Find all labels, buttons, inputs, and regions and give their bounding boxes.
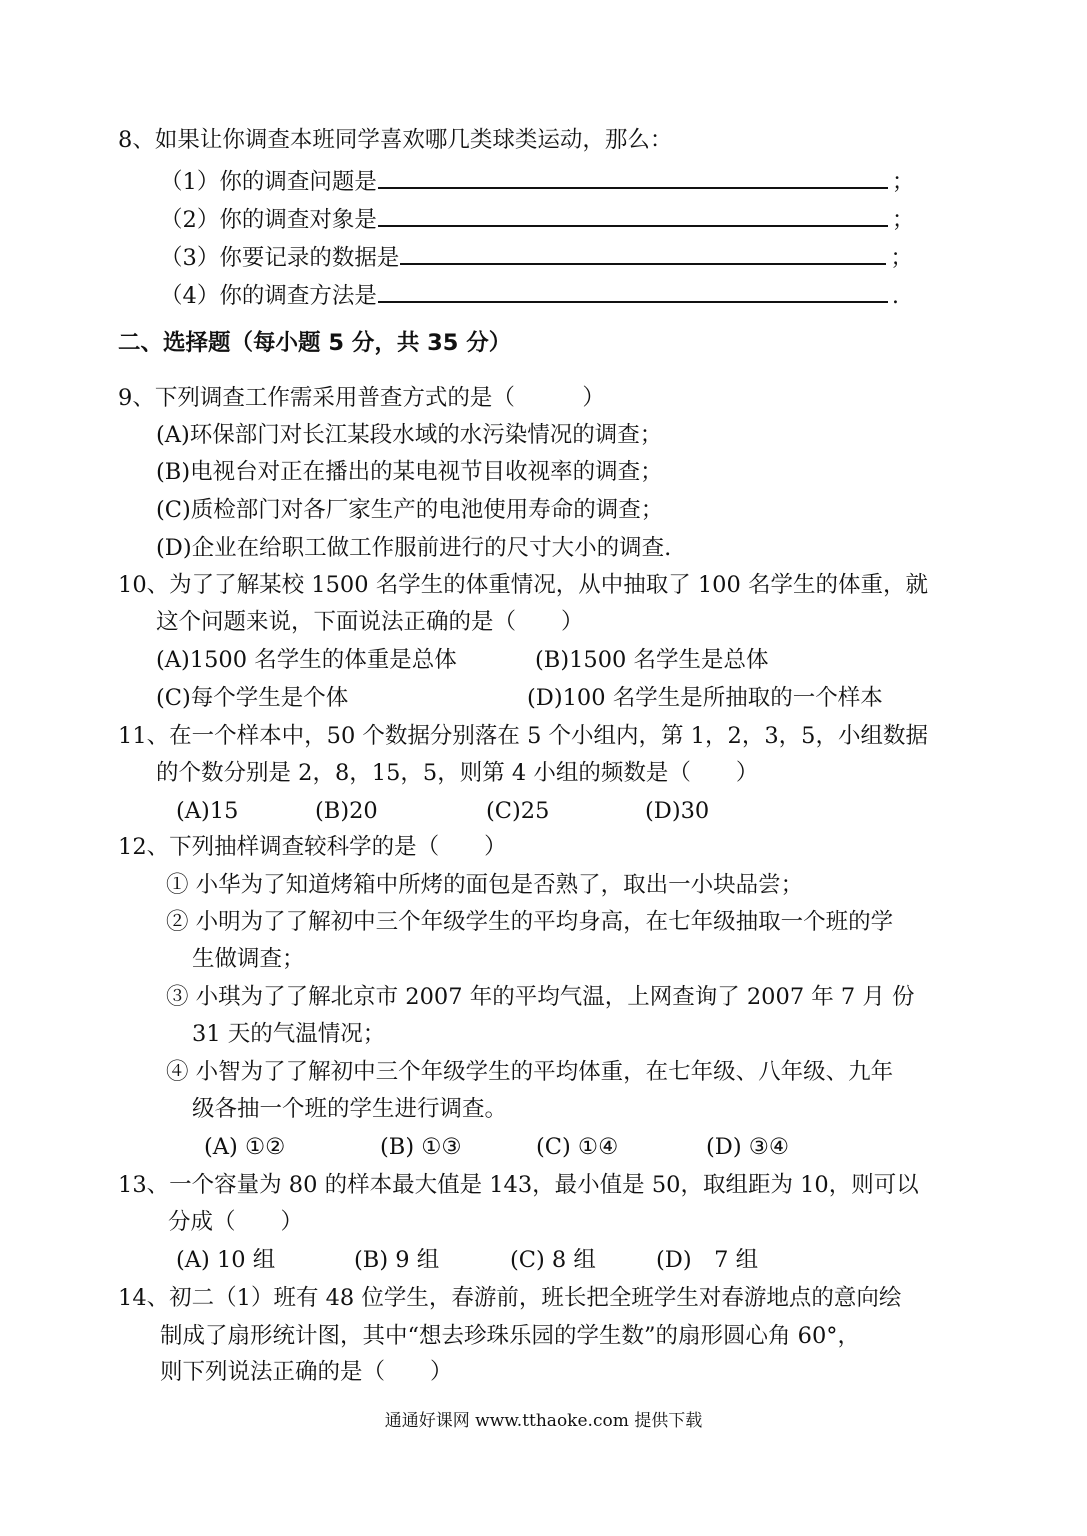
q8-item-4-end: . bbox=[891, 283, 899, 309]
q13-option-c: (C) 8 组 bbox=[510, 1247, 596, 1273]
q8-stem: 8、如果让你调查本班同学喜欢哪几类球类运动，那么： bbox=[118, 127, 673, 153]
q12-item-2-cont: 生做调查； bbox=[192, 946, 305, 972]
q10-option-c: (C)每个学生是个体 bbox=[156, 685, 349, 711]
q12-item-4: ④ 小智为了了解初中三个年级学生的平均体重，在七年级、八年级、九年 bbox=[166, 1059, 894, 1085]
q12-stem: 12、下列抽样调查较科学的是（ ） bbox=[118, 834, 507, 860]
q8-item-3-blank[interactable] bbox=[400, 239, 886, 265]
q14-stem-line1: 14、初二（1）班有 48 位学生，春游前，班长把全班学生对春游地点的意向绘 bbox=[118, 1285, 902, 1311]
q8-item-1 bbox=[160, 163, 914, 198]
q10-option-a: (A)1500 名学生的体重是总体 bbox=[156, 647, 457, 673]
q8-item-1-end: ； bbox=[891, 169, 915, 195]
q9-stem: 9、下列调查工作需采用普查方式的是（ ） bbox=[118, 385, 605, 411]
q8-item-1-label: （1）你的调查问题是 bbox=[160, 169, 377, 195]
q8-item-3-end: ； bbox=[890, 245, 913, 271]
q8-item-2-label: （2）你的调查对象是 bbox=[160, 207, 377, 233]
q14-stem-line3: 则下列说法正确的是（ ） bbox=[160, 1359, 453, 1385]
q12-option-c: (C) ①④ bbox=[536, 1134, 619, 1160]
q9-option-d: (D)企业在给职工做工作服前进行的尺寸大小的调查. bbox=[156, 535, 672, 561]
q12-option-d: (D) ③④ bbox=[706, 1134, 790, 1160]
q13-stem-line2: 分成（ ） bbox=[168, 1209, 304, 1235]
q8-item-2-end: ； bbox=[891, 207, 915, 233]
q12-option-a: (A) ①② bbox=[204, 1134, 286, 1160]
q12-item-2: ② 小明为了了解初中三个年级学生的平均身高，在七年级抽取一个班的学 bbox=[166, 909, 894, 935]
q13-stem-line1: 13、一个容量为 80 的样本最大值是 143，最小值是 50，取组距为 10，则可以 bbox=[118, 1172, 919, 1198]
q8-item-3 bbox=[160, 239, 913, 274]
q8-item-2 bbox=[160, 201, 914, 236]
q11-option-d: (D)30 bbox=[645, 798, 710, 824]
q13-option-d: (D) 7 组 bbox=[656, 1247, 759, 1273]
q12-item-3-cont: 31 天的气温情况； bbox=[192, 1021, 386, 1047]
page-footer: 通通好课网 www.tthaoke.com 提供下载 bbox=[384, 1411, 703, 1431]
q9-option-b: (B)电视台对正在播出的某电视节目收视率的调查； bbox=[156, 459, 663, 485]
q14-stem-line2: 制成了扇形统计图，其中“想去珍珠乐园的学生数”的扇形圆心角 60°， bbox=[160, 1323, 861, 1349]
q11-option-c: (C)25 bbox=[486, 798, 550, 824]
q12-option-b: (B) ①③ bbox=[380, 1134, 462, 1160]
q11-stem-line1: 11、在一个样本中，50 个数据分别落在 5 个小组内，第 1，2，3，5，小组数据 bbox=[118, 723, 928, 749]
q11-option-b: (B)20 bbox=[315, 798, 378, 824]
q8-item-2-blank[interactable] bbox=[378, 201, 888, 227]
q8-item-4-blank[interactable] bbox=[378, 277, 888, 303]
q8-item-4-label: （4）你的调查方法是 bbox=[160, 283, 377, 309]
q9-option-c: (C)质检部门对各厂家生产的电池使用寿命的调查； bbox=[156, 497, 664, 523]
q10-stem-line2: 这个问题来说，下面说法正确的是（ ） bbox=[156, 609, 584, 635]
q10-option-d: (D)100 名学生是所抽取的一个样本 bbox=[527, 685, 883, 711]
q11-option-a: (A)15 bbox=[176, 798, 239, 824]
q11-stem-line2: 的个数分别是 2，8，15，5，则第 4 小组的频数是（ ） bbox=[156, 760, 759, 786]
q8-item-4 bbox=[160, 277, 899, 312]
q8-item-3-label: （3）你要记录的数据是 bbox=[160, 245, 400, 271]
q12-item-4-cont: 级各抽一个班的学生进行调查。 bbox=[192, 1096, 508, 1122]
q13-option-b: (B) 9 组 bbox=[354, 1247, 440, 1273]
q8-item-1-blank[interactable] bbox=[378, 163, 888, 189]
q12-item-1: ① 小华为了知道烤箱中所烤的面包是否熟了，取出一小块品尝； bbox=[166, 872, 804, 898]
q9-option-a: (A)环保部门对长江某段水域的水污染情况的调查； bbox=[156, 422, 663, 448]
q12-item-3: ③ 小琪为了了解北京市 2007 年的平均气温，上网查询了 2007 年 7 月 份 bbox=[166, 984, 915, 1010]
section-heading: 二、选择题（每小题 5 分，共 35 分） bbox=[118, 330, 512, 356]
q10-option-b: (B)1500 名学生是总体 bbox=[535, 647, 769, 673]
q13-option-a: (A) 10 组 bbox=[176, 1247, 276, 1273]
q10-stem-line1: 10、为了了解某校 1500 名学生的体重情况，从中抽取了 100 名学生的体重，就 bbox=[118, 572, 928, 598]
